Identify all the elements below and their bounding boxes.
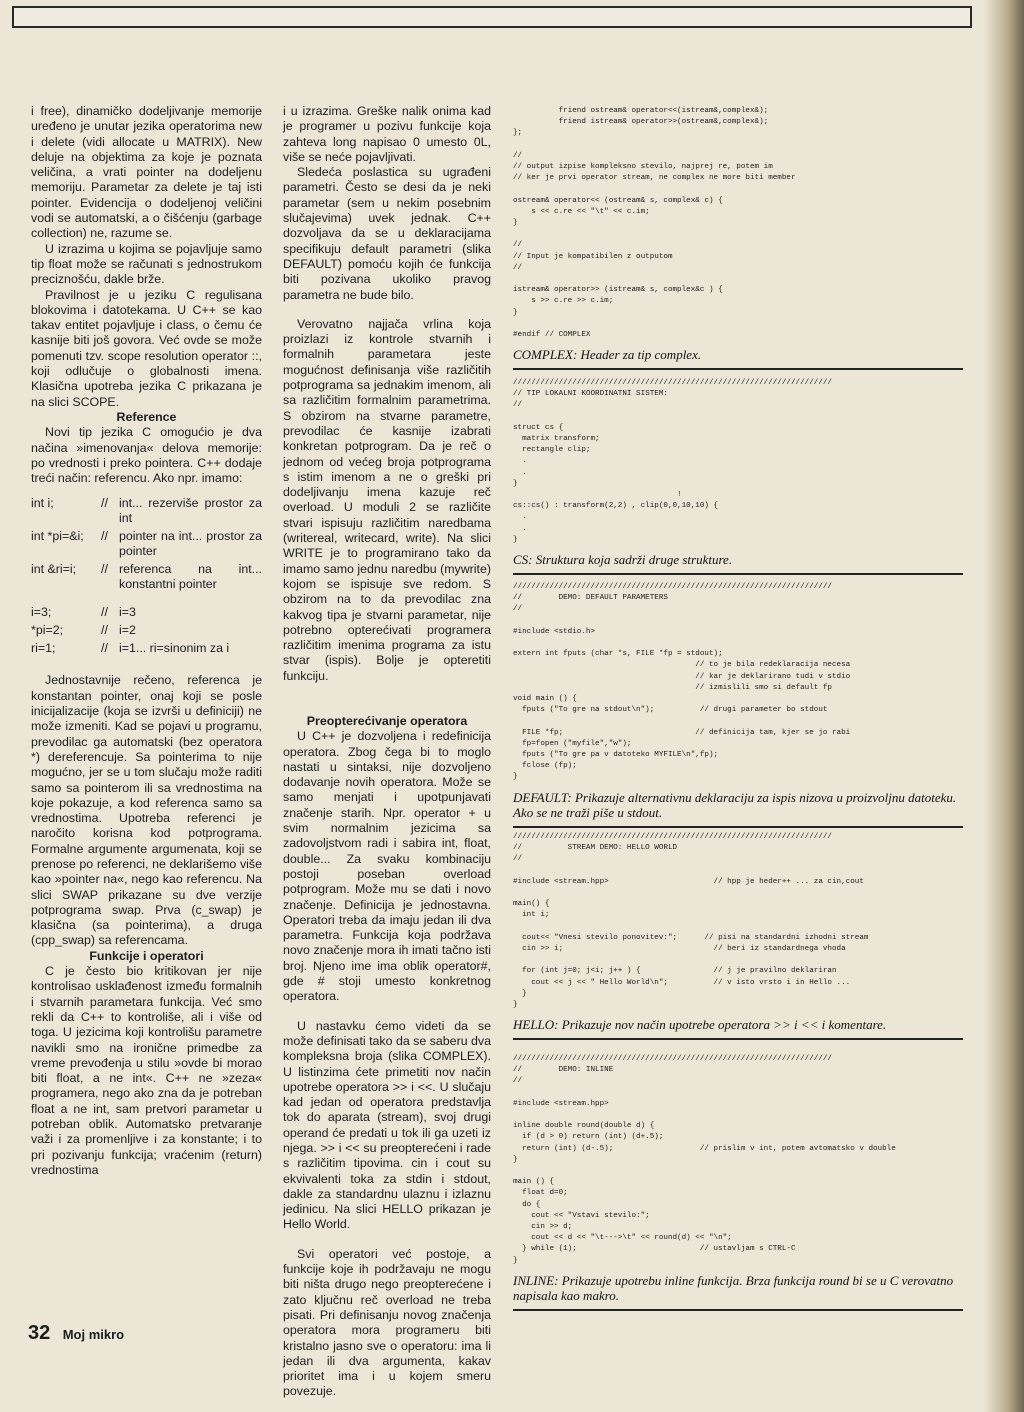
text-column-2 [283, 104, 491, 1400]
code-listing: ////////////////////////////////////////////////////////////////////// // DEMO: INLINE // #include <stream.hpp> inline double round(double d) { if (d > 0) return (int) (d+.5); return (int) (d-.5); // prislim v int, potem avtomatsko v double } main () { float d=0; do { cout << "Vstavi stevilo:"; cin >> d; cout << d << "\t--->\t" << round(d) << "\n"; } while (1); // ustavljam s CTRL-C } [513, 1055, 896, 1265]
paragraph: U izrazima u kojima se pojavljuje samo tip float može se računati s jednostrukom preciznošću, dakle brže. [31, 241, 262, 287]
paragraph: Jednostavnije rečeno, referenca je konstantan pointer, onaj koji se posle inicijalizacije (koja se izvrši u definiciji) ne može izmeniti. Kad se pojavi u programu, prevodilac ga automatski (bez operatora *) dereferencuje. Sa pointerima to nije mogućno, jer se u tom slučaju može raditi samo sa pointerom ili sa vrednostima na koje pokazuje, a kod referenca samo sa vrednostima. Upotreba referenci je naročito korisna kod potprograma. Formalne argumente argumenata, koji se prenose po referenci, ne deklarišemo više kao »pointer na«, nego kao referencu. Na slici SWAP prikazane su dve verzije potprograma swap. Prva (c_swap) je klasična (sa pointerima), a druga (cpp_swap) sa referencama. [31, 673, 262, 948]
figure-caption: CS: Struktura koja sadrži druge strukture. [513, 552, 963, 575]
code-table-assignments [31, 605, 262, 659]
paragraph: U nastavku ćemo videti da se može definisati tako da se saberu dva kompleksna broja (slika COMPLEX). U listinzima ćete primetiti nov način upotrebe operatora >> i <<. U slučaju kad jedan od operatora predstavlja tok do aparata (stream), svoj drugi operand će predati u tok ili ga uzeti iz njega. >> i << su preopterećeni i rade s različitim tipovima. cin i cout su ekvivalenti toka za stdin i stdout, dakle za standardnu ulaznu i izlaznu jedinicu. Na slici HELLO prikazan je Hello World. [283, 1018, 492, 1232]
page-edge [984, 0, 1024, 1412]
page-footer [28, 1322, 124, 1345]
table-row: int *pi=&i; // pointer na int... prostor za pointer [31, 529, 262, 559]
paragraph: Novi tip jezika C omogućio je dva načina »imenovanja« delova memorije: po vrednosti i preko pointera. C++ dodaje treći način: referencu. Ako npr. imamo: [31, 425, 262, 486]
code-table-declarations [31, 496, 262, 595]
table-row: int &ri=i; // referenca na int... konstantni pointer [31, 562, 262, 592]
code-listing: ////////////////////////////////////////////////////////////////////// // DEMO: DEFAULT PARAMETERS // #include <stdio.h> extern int fputs (char *s, FILE *fp = stdout); // to je bila redeklaracija necesa // kar je deklarirano tudi v stdio // izmislili smo si default fp void main () { fputs ("To gre na stdout\n"); // drugi parameter bo stdout FILE *fp; // definicija tam, kjer se jo rabi fp=fopen ("myfile","w"); fputs ("To gre pa v datoteko MYFILE\n",fp); fclose (fp); } [513, 583, 851, 782]
code-listing: ////////////////////////////////////////////////////////////////////// // TIP LOKALNI KOORDINATNI SISTEM: // struct cs { matrix transform; rectangle clip; . . } ! cs::cs() : transform(2,2) , clip(0,0,10,10) { . . } [513, 379, 832, 544]
table-row: *pi=2; // i=2 [31, 623, 136, 638]
paragraph: i free), dinamičko dodeljivanje memorije uređeno je unutar jezika operatorima new i delete (vidi allocate u MATRIX). New deluje na objektima za koje je poznata veličina, a vrati pointer na dodeljenu memoriju. Parametar za delete je taj isti pointer. Evidencija o dodeljenoj veličini vodi se automatski, a o čišćenju (garbage collection) ne, razume se. [31, 104, 262, 241]
paragraph: i u izrazima. Greške nalik onima kad je programer u pozivu funkcije koja zahteva long napisao 0 umesto 0L, više se neće pojavljivati. [283, 104, 491, 164]
header-bar [12, 6, 972, 28]
paragraph: U C++ je dozvoljena i redefinicija operatora. Zbog čega bi to moglo nastati u sintaksi, nije dozvoljeno dodavanje novih operatora. Može se samo menjati i upotpunjavati značenje starih. Npr. operator + u svim normalnim jezicima sa zadovoljstvom radi i sabira int, float, double... Za svaku kombinaciju postoji poseban overload potprogram. Može mu se dati i novo značenje. Definicija je jednostavna. Operatori treba da imaju jedan ili dva parametra. Funkcija koja podržava novo značenje mora ih imati tačno isti broj. Njeno ime ima oblik operator#, gde # stoji umesto konkretnog operatora. [283, 729, 491, 1004]
listing-inline [513, 1054, 963, 1311]
section-heading-preopterecivanje: Preopterećivanje operatora [306, 713, 468, 728]
listing-default [513, 582, 963, 828]
figure-caption: INLINE: Prikazuje upotrebu inline funkcija. Brza funkcija round bi se u C verovatno napisala kao makro. [513, 1273, 963, 1311]
paragraph: Sledeća poslastica su ugrađeni parametri. Često se desi da je neki parametar (sem u nekim posebnim slučajevima) uvek jednak. C++ dozvoljava da se u deklaracijama specifikuju default parametri (slika DEFAULT) pomoću kojih će funkcija biti pozivana ukoliko pravog parametra ne bude bilo. [283, 165, 491, 302]
magazine-name: Moj mikro [62, 1327, 125, 1342]
section-heading-reference: Reference [116, 409, 177, 424]
section-heading-funkcije: Funkcije i operatori [89, 948, 204, 963]
listing-cs [513, 378, 963, 575]
paragraph: Verovatno najjača vrlina koja proizlazi iz kontrole stvarnih i formalnih parametara jeste mogućnost definisanja više različitih potprograma sa jednakim imenom, ali sa različitim formalnim parametrima. S obzirom na stvarne parametre, prevodilac će kasnije izabrati konkretan potprogram. Da je reč o jednom od većeg broja potprograma s istim imenom a ne o greški pri dodeljivanju imena kazuje reč overload. U moduli 2 se različite stvari ispisuju različitim naredbama (writereal, writecard, write). Na slici WRITE je to programirano tako da imamo samo jednu naredbu (mywrite) kojom se ispisuje sve redom. S obzirom na to da prevodilac zna kakvog tipa je stvarni parametar, nije potrebno opterećivati programera različitim imenima programa za istu stvar (ispis). Bolje je opteretiti funkciju. [283, 316, 491, 683]
figure-caption: DEFAULT: Prikazuje alternativnu deklaraciju za ispis nizova u proizvoljnu datoteku. Ako se ne traži piše u stdout. [513, 790, 963, 828]
paragraph: Pravilnost je u jeziku C regulisana blokovima i datotekama. U C++ se kao takav entitet pojavljuje i class, o čemu će kasnije biti još govora. Već ovde se može pomenuti tzv. scope resolution operator ::, koji odlučuje o globalnosti imena. Klasična upotreba jezika C prikazana je na slici SCOPE. [31, 287, 262, 409]
figure-caption: HELLO: Prikazuje nov način upotrebe operatora >> i << i komentare. [513, 1017, 963, 1040]
code-listing: friend ostream& operator<<(istream&,complex&); friend istream& operator>>(ostream&,complex&); }; // // output izpise kompleksno stevilo, najprej re, potem im // ker je prvi operator stream, ne complex ne more biti member ostream& operator<< (ostream& s, complex& c) { s << c.re << "\t" << c.im; } // // Input je kompatibilen z outputom // istream& operator>> (istream& s, complex&c ) { s >> c.re >> c.im; } #endif // COMPLEX [513, 107, 796, 340]
code-listing: ////////////////////////////////////////////////////////////////////// // STREAM DEMO: HELLO WORLD // #include <stream.hpp> // hpp je heder++ ... za cin,cout main() { int i; cout<< "Vnesi stevilo ponovitev:"; // pisi na standardni izhodni stream cin >> i; // beri iz standardnega vhoda for (int j=0; j<i; j++ ) { // j je pravilno deklariran cout << j << " Hello World\n"; // v isto vrsto i in Hello ... } } [513, 833, 869, 1010]
table-row: ri=1; // i=1... ri=sinonim za i [31, 641, 230, 656]
listing-complex [513, 106, 963, 370]
text-column-1 [31, 104, 262, 1178]
page-number: 32 [28, 1322, 51, 1344]
listing-hello [513, 832, 963, 1040]
table-row: i=3; // i=3 [31, 605, 136, 620]
table-row: int i; // int... rezerviše prostor za int [31, 496, 262, 526]
figure-caption: COMPLEX: Header za tip complex. [513, 347, 963, 370]
paragraph: C je često bio kritikovan jer nije kontrolisao usklađenost između formalnih i stvarnih parametara funkcija. Već smo rekli da C++ to kontroliše, ali i više od toga. U jezicima koji kontrolišu parametre navikli smo na ironične primedbe za vreme prevođenja u stilu »ovde bi morao biti float, a ne int«. C++ ne »zeza« programera, nego ako zna da je potreban float a ne int, sam pretvori parametar u potreban oblik. Automatsko pretvaranje važi i za promenljive i za konstante; i to pri pozivanju funkcija; vraćenim (return) vrednostima [31, 964, 262, 1177]
paragraph: Svi operatori već postoje, a funkcije koje ih podržavaju ne mogu biti ništa drugo nego preopterećene i zato ključnu reč overload ne treba pisati. Pri definisanju novog značenja operatora mora programeru biti kristalno jasno sve o operatoru: ima li jedan ili dva argumenta, kakav prioritet ima i u kojem smeru povezuje. [283, 1246, 491, 1399]
